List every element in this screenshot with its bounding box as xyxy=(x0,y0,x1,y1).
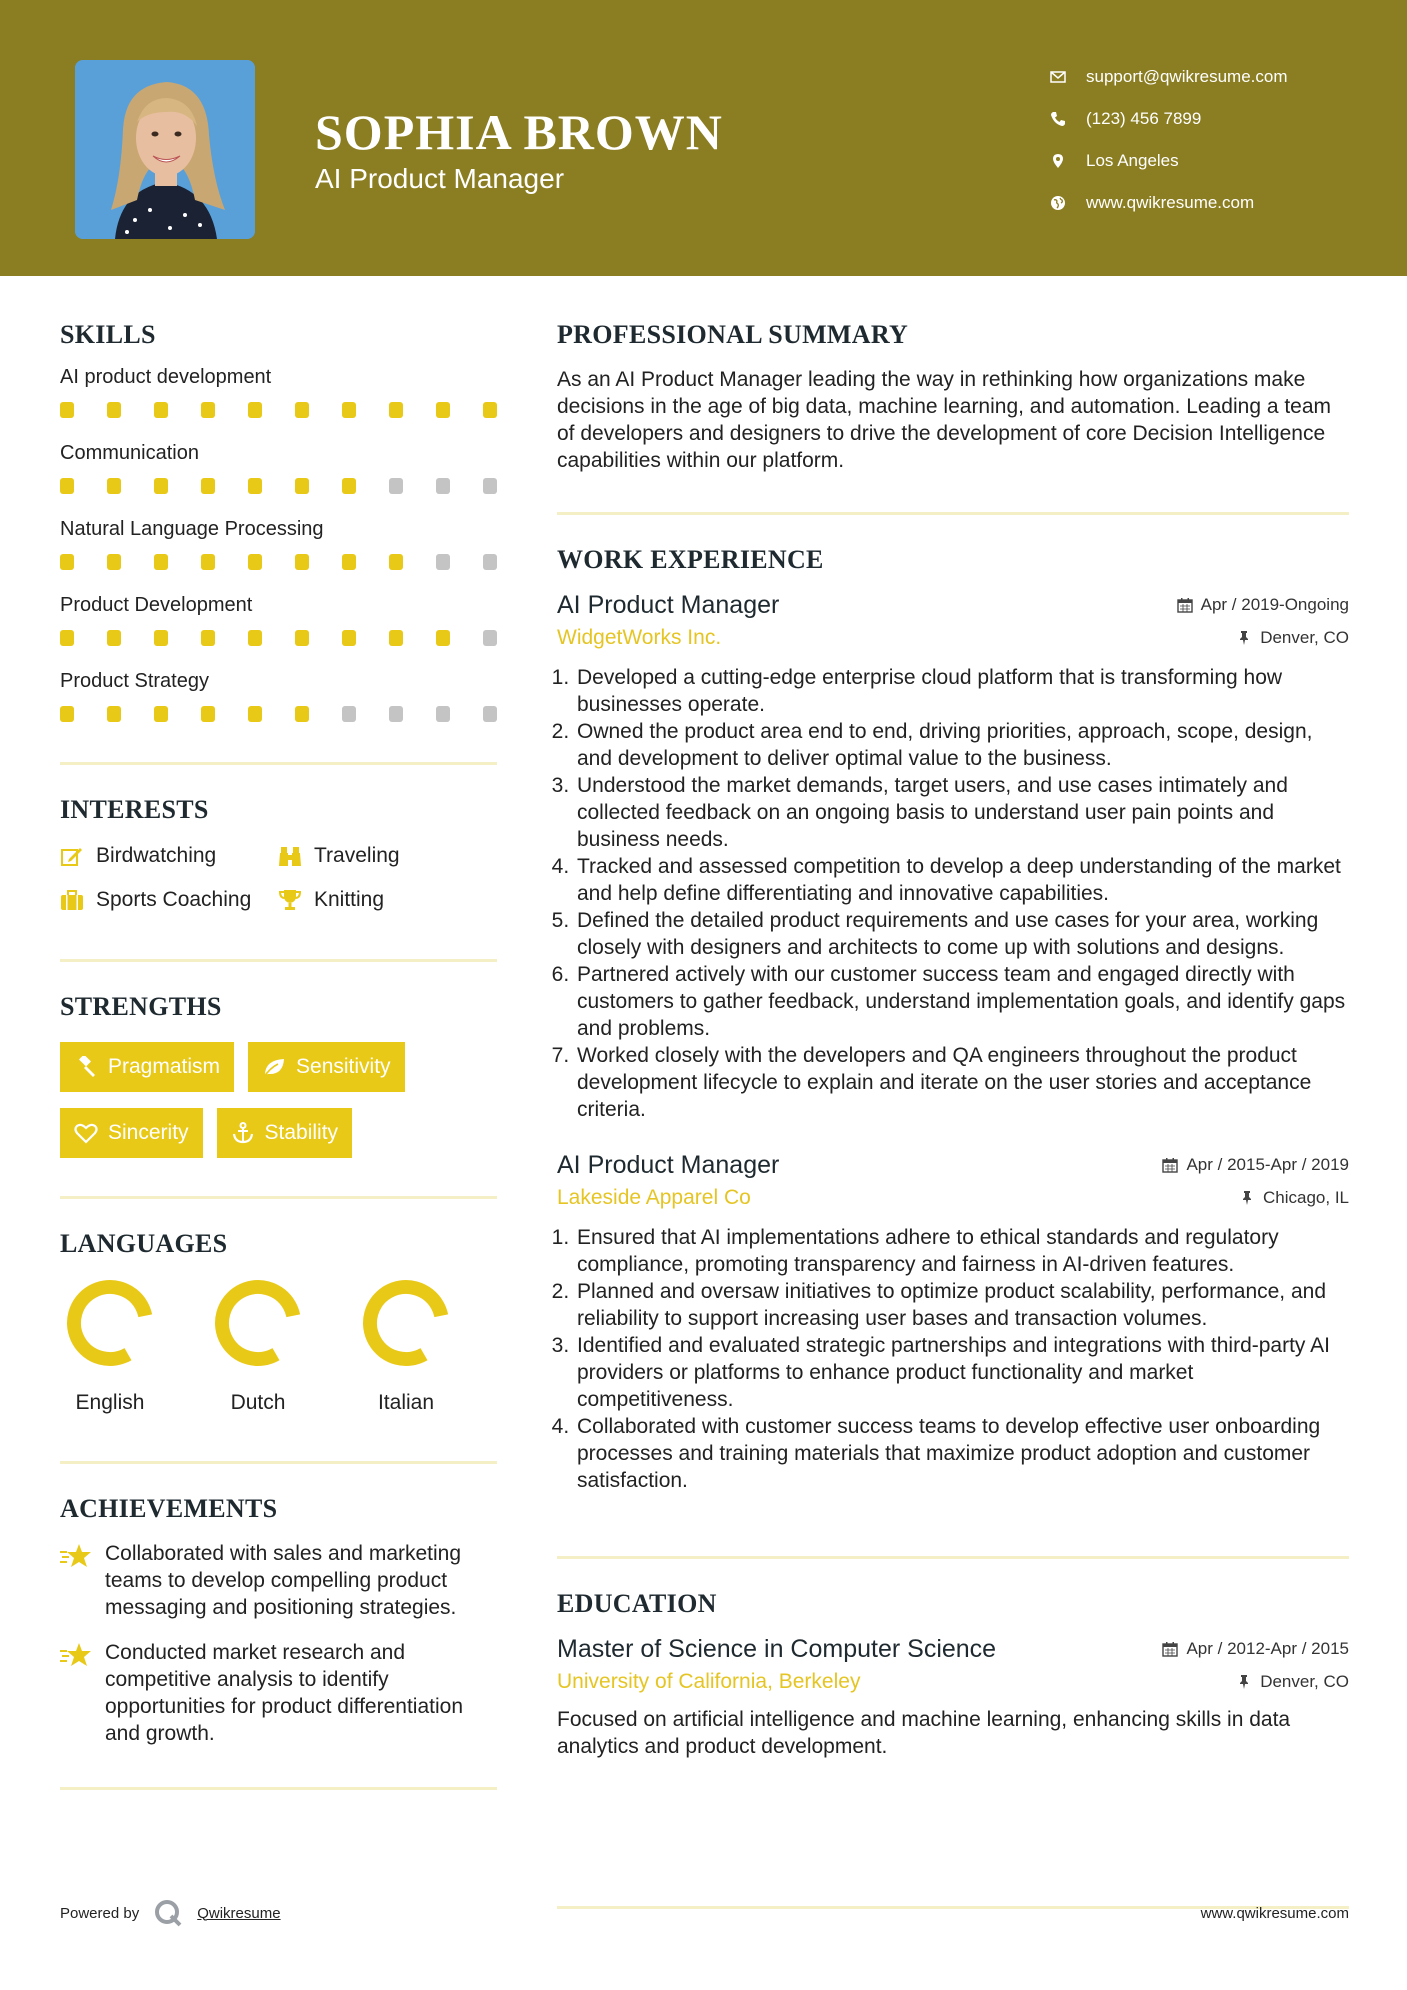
skill-dot-empty xyxy=(342,706,356,722)
skills-section xyxy=(60,320,497,722)
skill-dot-filled xyxy=(201,402,215,418)
summary-section xyxy=(557,320,1349,474)
skill-dot-filled xyxy=(248,402,262,418)
skill-dot-filled xyxy=(295,478,309,494)
skill-item xyxy=(60,440,497,494)
section-divider xyxy=(60,1461,497,1464)
star-icon xyxy=(60,1641,92,1669)
language-item xyxy=(66,1279,154,1417)
strength-label: Sincerity xyxy=(108,1121,189,1144)
calendar-icon xyxy=(1162,1157,1178,1173)
right-column xyxy=(557,320,1349,1760)
binoculars-icon xyxy=(278,845,302,867)
strength-label: Sensitivity xyxy=(296,1055,391,1078)
education-dates-text: Apr / 2012-Apr / 2015 xyxy=(1186,1639,1349,1658)
languages-list xyxy=(60,1279,497,1417)
strengths-section xyxy=(60,992,497,1158)
skill-dot-filled xyxy=(201,630,215,646)
strengths-title: STRENGTHS xyxy=(60,992,222,1021)
education-section xyxy=(557,1589,1349,1760)
skill-dot-empty xyxy=(483,478,497,494)
skill-dot-empty xyxy=(483,630,497,646)
achievement-text: Conducted market research and competitive analysis to identify opportunities for product differentiation and growth. xyxy=(105,1641,464,1745)
calendar-icon xyxy=(1162,1641,1178,1657)
job-bullet: 5. Defined the detailed product requirements and use cases for your area, working closely with designers and architects to come up with solutions and designs. xyxy=(575,907,1349,961)
section-divider xyxy=(60,762,497,765)
envelope-icon xyxy=(1050,69,1086,85)
job-location xyxy=(1236,628,1349,648)
skill-dot-filled xyxy=(60,478,74,494)
achievement-item xyxy=(60,1639,497,1747)
job-bullet: 3. Identified and evaluated strategic partnerships and integrations with third-party AI providers or platforms to enhance product functionality and market competitiveness. xyxy=(575,1332,1349,1413)
skill-rating xyxy=(60,706,497,722)
skill-rating xyxy=(60,554,497,570)
skill-dot-filled xyxy=(201,706,215,722)
contact-website-text: www.qwikresume.com xyxy=(1086,193,1255,212)
leaf-icon xyxy=(262,1056,286,1078)
skill-dot-filled xyxy=(342,402,356,418)
skill-item xyxy=(60,364,497,418)
skill-dot-filled xyxy=(295,630,309,646)
briefcase-icon xyxy=(60,889,84,911)
strengths-list xyxy=(60,1042,497,1158)
job-bullet: 1. Ensured that AI implementations adhere to ethical standards and regulatory compliance, promoting transparency and fairness in AI-driven features. xyxy=(575,1224,1349,1278)
pencil-icon xyxy=(60,845,84,867)
pushpin-icon xyxy=(1236,1674,1252,1690)
qwikresume-logo-icon xyxy=(153,1898,183,1928)
skill-item xyxy=(60,516,497,570)
profile-photo xyxy=(75,60,255,239)
language-gauge xyxy=(66,1279,154,1367)
skill-rating xyxy=(60,630,497,646)
skill-dot-filled xyxy=(60,554,74,570)
education-location-text: Denver, CO xyxy=(1260,1672,1349,1691)
skill-dot-filled xyxy=(107,478,121,494)
job-bullet: 2. Owned the product area end to end, driving priorities, approach, scope, design, and development to deliver optimal value to the business. xyxy=(575,718,1349,772)
job-bullet: 6. Partnered actively with our customer success team and engaged directly with customers to gather feedback, understand implementation goals, and identify gaps and problems. xyxy=(575,961,1349,1042)
skill-dot-filled xyxy=(154,402,168,418)
skill-dot-filled xyxy=(60,706,74,722)
skill-dot-filled xyxy=(295,706,309,722)
trophy-icon xyxy=(278,889,302,911)
job-dates-text: Apr / 2015-Apr / 2019 xyxy=(1186,1155,1349,1174)
skill-rating xyxy=(60,478,497,494)
achievements-section xyxy=(60,1494,497,1747)
pushpin-icon xyxy=(1236,630,1252,646)
achievements-title: ACHIEVEMENTS xyxy=(60,1494,278,1523)
language-gauge xyxy=(214,1279,302,1367)
contact-phone[interactable] xyxy=(1050,98,1288,140)
skill-dot-empty xyxy=(436,554,450,570)
interest-item xyxy=(60,841,278,871)
heart-icon xyxy=(74,1122,98,1144)
education-description: Focused on artificial intelligence and machine learning, enhancing skills in data analytics and product development. xyxy=(557,1708,1291,1758)
experience-title: WORK EXPERIENCE xyxy=(557,545,824,574)
contact-email[interactable] xyxy=(1050,56,1288,98)
skill-item xyxy=(60,668,497,722)
skill-dot-filled xyxy=(60,402,74,418)
skill-dot-filled xyxy=(248,478,262,494)
contact-location-text: Los Angeles xyxy=(1086,151,1179,170)
skill-dot-filled xyxy=(201,478,215,494)
school-name: University of California, Berkeley xyxy=(557,1670,861,1693)
skill-name: Product Strategy xyxy=(60,670,209,692)
star-icon xyxy=(60,1542,92,1570)
education-title: EDUCATION xyxy=(557,1589,717,1618)
skill-dot-filled xyxy=(389,630,403,646)
location-icon xyxy=(1050,153,1086,169)
languages-title: LANGUAGES xyxy=(60,1229,228,1258)
education-dates xyxy=(1162,1639,1349,1659)
footer-powered-by xyxy=(60,1898,281,1928)
strength-tag xyxy=(60,1042,234,1092)
contact-location xyxy=(1050,140,1288,182)
qwikresume-link[interactable]: Qwikresume xyxy=(197,1904,281,1922)
skill-dot-empty xyxy=(483,554,497,570)
skill-dot-filled xyxy=(248,554,262,570)
skill-dot-filled xyxy=(483,402,497,418)
summary-title: PROFESSIONAL SUMMARY xyxy=(557,320,909,349)
interest-label: Birdwatching xyxy=(96,844,217,867)
skill-dot-filled xyxy=(154,706,168,722)
phone-icon xyxy=(1050,111,1086,127)
job-entry xyxy=(557,591,1349,1123)
section-divider xyxy=(557,512,1349,515)
experience-section xyxy=(557,545,1349,1494)
interest-item xyxy=(278,841,497,871)
skill-dot-filled xyxy=(248,706,262,722)
gavel-icon xyxy=(74,1056,98,1078)
interest-label: Traveling xyxy=(314,844,400,867)
powered-by-label: Powered by xyxy=(60,1904,140,1922)
job-bullet: 7. Worked closely with the developers and QA engineers throughout the product development lifecycle to explain and iterate on the user stories and acceptance criteria. xyxy=(575,1042,1349,1123)
interest-item xyxy=(278,885,497,915)
anchor-icon xyxy=(231,1122,255,1144)
job-bullets xyxy=(557,1224,1349,1494)
company-name: Lakeside Apparel Co xyxy=(557,1186,751,1209)
company-name: WidgetWorks Inc. xyxy=(557,626,722,649)
language-item xyxy=(362,1279,450,1417)
job-title: AI Product Manager xyxy=(557,1151,780,1179)
interest-label: Knitting xyxy=(314,888,385,911)
language-name: English xyxy=(75,1391,145,1414)
skill-dot-filled xyxy=(295,402,309,418)
achievement-item xyxy=(60,1540,497,1621)
skill-dot-filled xyxy=(154,630,168,646)
job-dates-text: Apr / 2019-Ongoing xyxy=(1200,595,1349,614)
section-divider xyxy=(60,1787,497,1790)
skill-name: AI product development xyxy=(60,366,272,388)
strength-label: Pragmatism xyxy=(108,1055,221,1078)
language-name: Dutch xyxy=(230,1391,286,1414)
strength-tag xyxy=(60,1108,203,1158)
interests-list xyxy=(60,841,497,915)
skills-list xyxy=(60,364,497,722)
left-column xyxy=(60,320,497,1790)
skill-dot-empty xyxy=(483,706,497,722)
skill-dot-filled xyxy=(295,554,309,570)
skill-dot-filled xyxy=(107,630,121,646)
job-bullets xyxy=(557,664,1349,1123)
skill-dot-filled xyxy=(342,478,356,494)
interests-section xyxy=(60,795,497,915)
interest-label: Sports Coaching xyxy=(96,888,252,911)
section-divider xyxy=(60,1196,497,1199)
resume-header xyxy=(0,0,1407,276)
achievement-text: Collaborated with sales and marketing teams to develop compelling product messaging and positioning strategies. xyxy=(105,1542,462,1619)
job-bullet: 4. Collaborated with customer success teams to develop effective user onboarding processes and training materials that maximize product adoption and customer satisfaction. xyxy=(575,1413,1349,1494)
strength-label: Stability xyxy=(264,1121,339,1144)
section-divider xyxy=(60,959,497,962)
section-divider xyxy=(557,1556,1349,1559)
skill-dot-filled xyxy=(107,554,121,570)
candidate-name: SOPHIA BROWN xyxy=(315,104,723,160)
skill-name: Natural Language Processing xyxy=(60,518,324,540)
job-bullet: 1. Developed a cutting-edge enterprise cloud platform that is transforming how businesses operate. xyxy=(575,664,1349,718)
interests-title: INTERESTS xyxy=(60,795,209,824)
skill-name: Product Development xyxy=(60,594,253,616)
language-name: Italian xyxy=(377,1391,435,1414)
skill-dot-empty xyxy=(436,706,450,722)
contact-email-text: support@qwikresume.com xyxy=(1086,67,1288,86)
skills-title: SKILLS xyxy=(60,320,156,349)
job-dates xyxy=(1177,595,1349,615)
language-item xyxy=(214,1279,302,1417)
skill-name: Communication xyxy=(60,442,199,464)
job-location xyxy=(1239,1188,1349,1208)
skill-item xyxy=(60,592,497,646)
candidate-role: AI Product Manager xyxy=(315,163,565,194)
skill-dot-empty xyxy=(389,478,403,494)
footer-website[interactable]: www.qwikresume.com xyxy=(1200,1905,1349,1922)
skill-dot-filled xyxy=(107,402,121,418)
degree-title: Master of Science in Computer Science xyxy=(557,1635,997,1663)
job-title: AI Product Manager xyxy=(557,591,780,619)
skill-dot-filled xyxy=(201,554,215,570)
job-bullet: 2. Planned and oversaw initiatives to optimize product scalability, performance, and reliability to support increasing user bases and transaction volumes. xyxy=(575,1278,1349,1332)
contact-list xyxy=(1050,56,1288,224)
job-location-text: Chicago, IL xyxy=(1263,1188,1349,1207)
skill-dot-filled xyxy=(154,554,168,570)
job-bullet: 4. Tracked and assessed competition to develop a deep understanding of the market and help define differentiating and innovative capabilities. xyxy=(575,853,1349,907)
job-location-text: Denver, CO xyxy=(1260,628,1349,647)
calendar-icon xyxy=(1177,597,1193,613)
interest-item xyxy=(60,885,278,915)
skill-dot-filled xyxy=(389,402,403,418)
strength-tag xyxy=(217,1108,353,1158)
summary-text: As an AI Product Manager leading the way in rethinking how organizations make decisions in the age of big data, machine learning, and automation. Leading a team of developers and designers to drive the development of core Decision Intelligence capabilities within our platform. xyxy=(557,368,1332,472)
skill-rating xyxy=(60,402,497,418)
skill-dot-filled xyxy=(436,402,450,418)
skill-dot-filled xyxy=(154,478,168,494)
globe-icon xyxy=(1050,195,1086,211)
skill-dot-empty xyxy=(389,706,403,722)
skill-dot-filled xyxy=(342,554,356,570)
pushpin-icon xyxy=(1239,1190,1255,1206)
skill-dot-filled xyxy=(60,630,74,646)
job-bullet: 3. Understood the market demands, target users, and use cases intimately and collected feedback on an ongoing basis to understand user pain points and business needs. xyxy=(575,772,1349,853)
skill-dot-filled xyxy=(248,630,262,646)
skill-dot-filled xyxy=(436,630,450,646)
contact-website[interactable] xyxy=(1050,182,1288,224)
skill-dot-filled xyxy=(389,554,403,570)
skill-dot-filled xyxy=(342,630,356,646)
job-dates xyxy=(1162,1155,1349,1175)
languages-section xyxy=(60,1229,497,1417)
contact-phone-text: (123) 456 7899 xyxy=(1086,109,1202,128)
skill-dot-filled xyxy=(107,706,121,722)
job-entry xyxy=(557,1151,1349,1494)
strength-tag xyxy=(248,1042,405,1092)
skill-dot-empty xyxy=(436,478,450,494)
education-location xyxy=(1236,1672,1349,1692)
language-gauge xyxy=(362,1279,450,1367)
